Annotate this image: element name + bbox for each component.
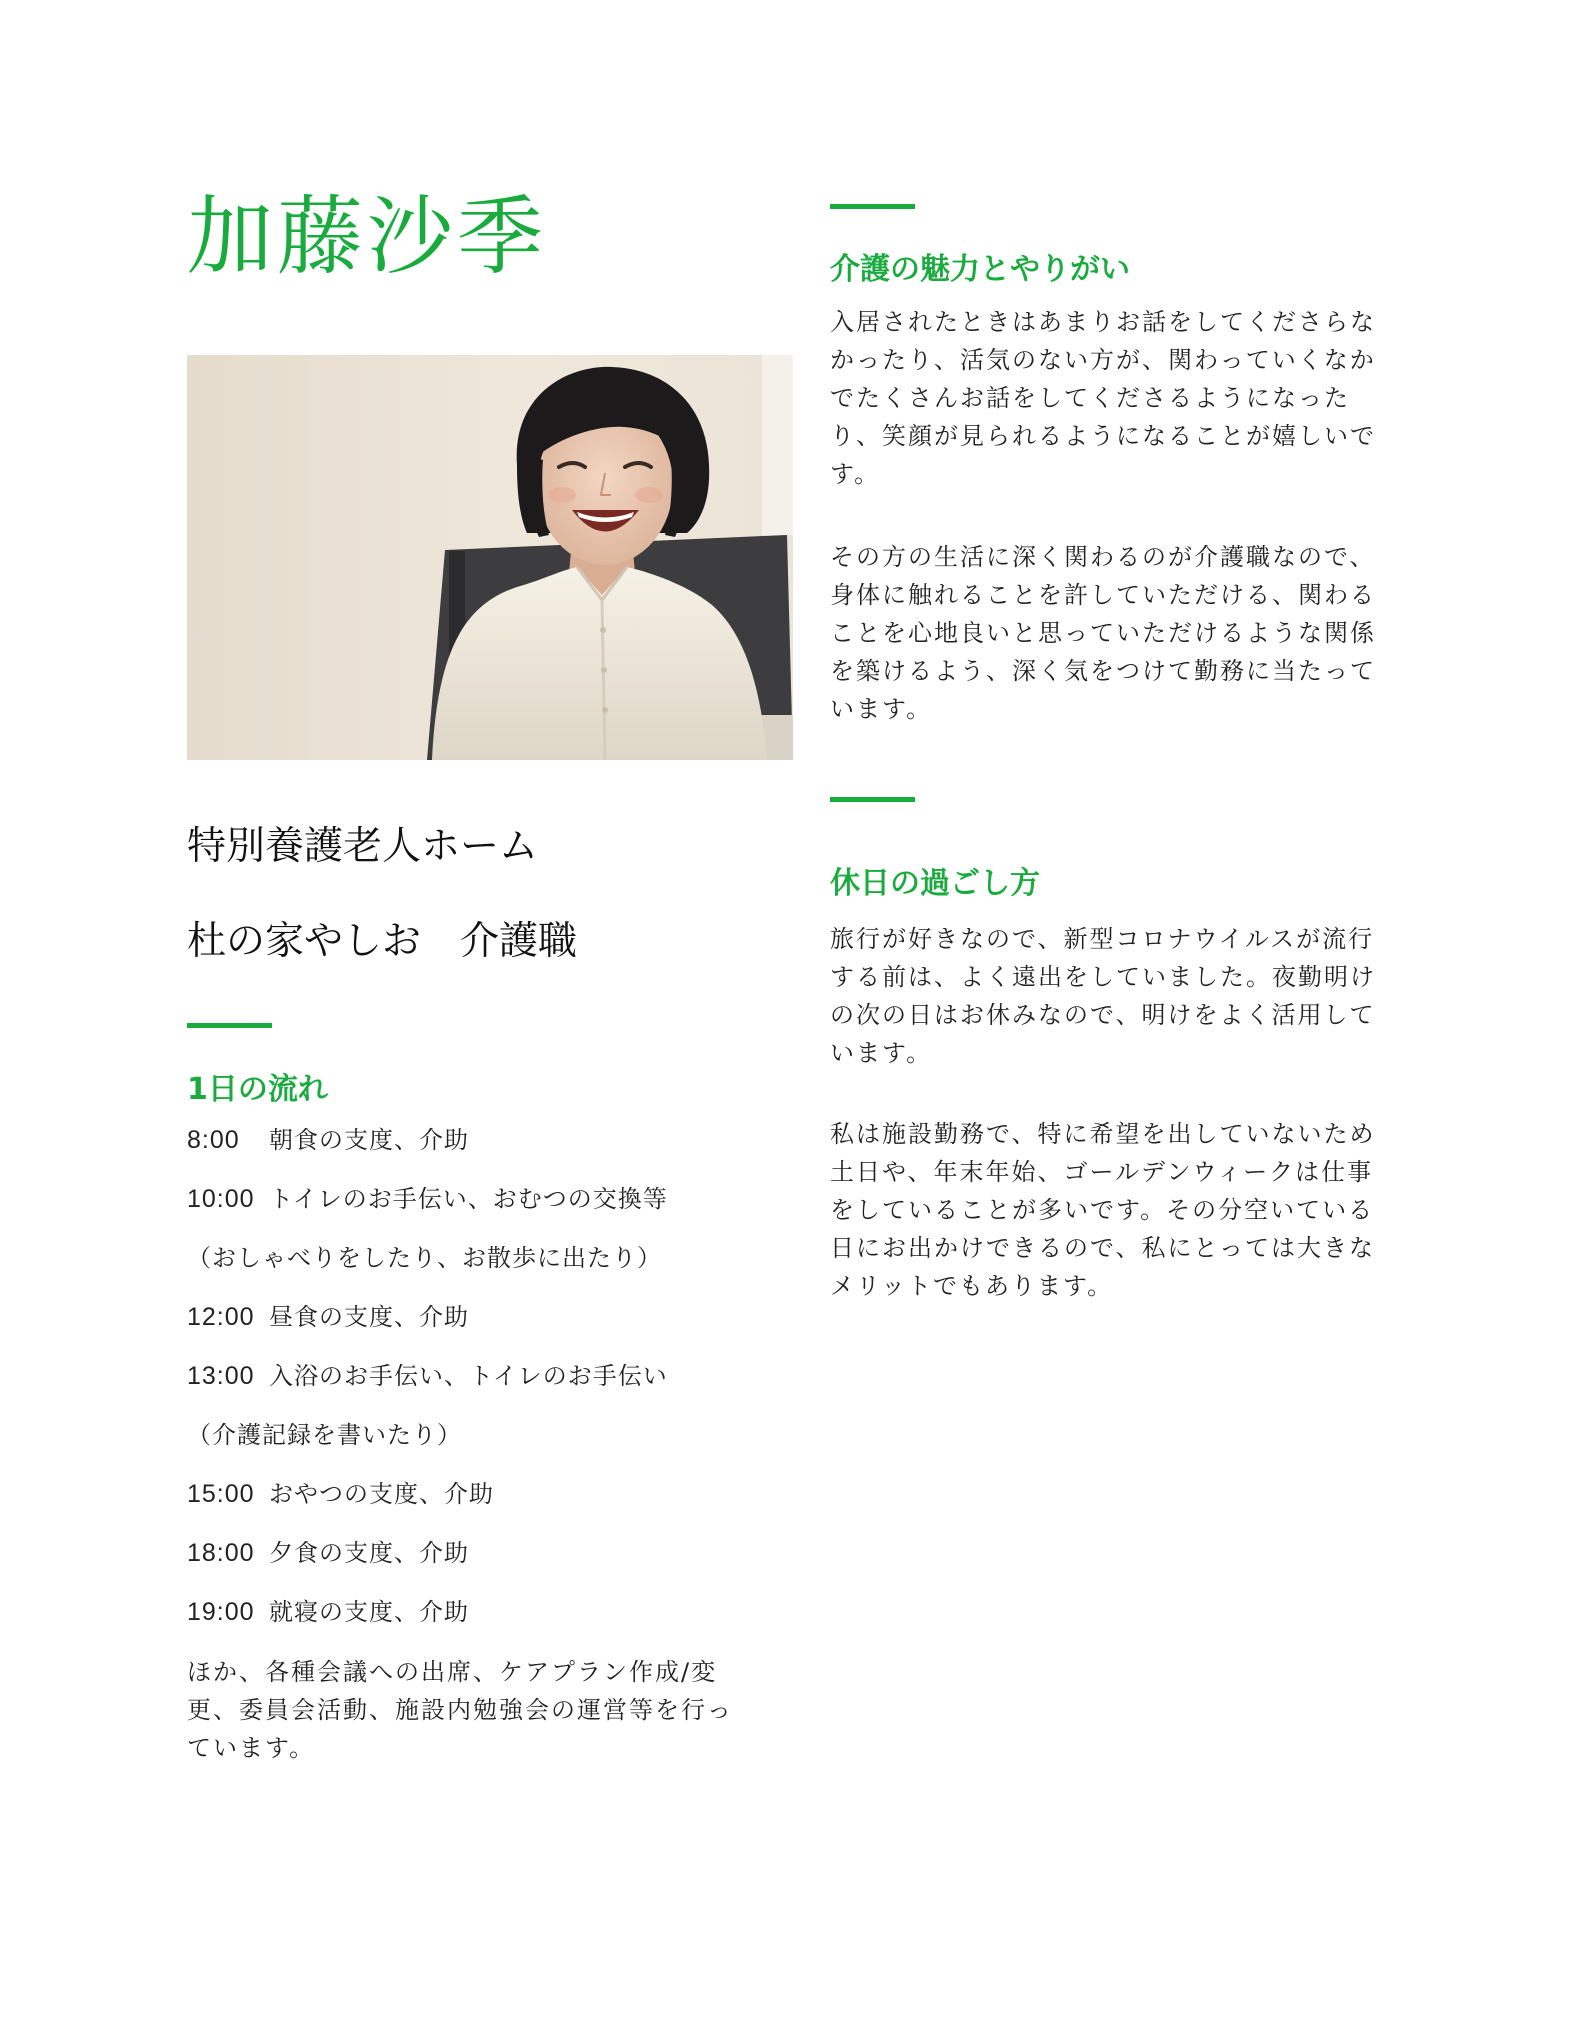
person-name: 加藤沙季 [187, 187, 547, 287]
schedule-text: 昼食の支度、介助 [269, 1303, 469, 1331]
schedule-text: 就寝の支度、介助 [269, 1598, 469, 1626]
schedule-time: 18:00 [187, 1539, 255, 1567]
portrait-photo [187, 355, 793, 760]
schedule-note: ほか、各種会議への出席、ケアプラン作成/変更、委員会活動、施設内勉強会の運営等を行っています。 [187, 1658, 733, 1762]
holiday-paragraph-1: 旅行が好きなので、新型コロナウイルスが流行する前は、よく遠出をしていました。夜勤明けの次の日はお休みなので、明けをよく活用しています。 [830, 925, 1376, 1067]
schedule-item [187, 1181, 777, 1240]
schedule-time: 12:00 [187, 1303, 255, 1331]
workplace-facility: 特別養護老人ホーム [187, 824, 539, 869]
holiday-divider [830, 797, 915, 802]
appeal-paragraph-1: 入居されたときはあまりお話をしてくださらなかったり、活気のない方が、関わっていくなかでたくさんお話をしてくださるようになったり、笑顔が見られるようになることが嬉しいです。 [830, 308, 1376, 488]
schedule-divider [187, 1023, 272, 1028]
schedule-item [187, 1122, 777, 1181]
schedule-text: （おしゃべりをしたり、お散歩に出たり） [187, 1244, 662, 1272]
schedule-text: 朝食の支度、介助 [269, 1126, 469, 1154]
schedule-item [187, 1240, 777, 1299]
appeal-divider [830, 204, 915, 209]
schedule-text: （介護記録を書いたり） [187, 1421, 462, 1449]
schedule-item [187, 1535, 777, 1594]
schedule-time: 8:00 [187, 1126, 240, 1154]
daily-schedule-list [187, 1122, 777, 1653]
schedule-item [187, 1417, 777, 1476]
holiday-paragraph-2: 私は施設勤務で、特に希望を出していないため土日や、年末年始、ゴールデンウィークは仕事をしていることが多いです。その分空いている日にお出かけできるので、私にとっては大きなメリットでもあります。 [830, 1120, 1376, 1300]
schedule-time: 13:00 [187, 1362, 255, 1390]
schedule-title: 1日の流れ [187, 1072, 328, 1107]
holiday-title: 休日の過ごし方 [830, 866, 1040, 901]
appeal-title: 介護の魅力とやりがい [830, 252, 1130, 287]
workplace-role: 杜の家やしお 介護職 [187, 919, 578, 964]
schedule-item [187, 1476, 777, 1535]
schedule-item [187, 1299, 777, 1358]
schedule-item [187, 1358, 777, 1417]
schedule-text: 入浴のお手伝い、トイレのお手伝い [269, 1362, 668, 1390]
schedule-text: 夕食の支度、介助 [269, 1539, 469, 1567]
schedule-time: 15:00 [187, 1480, 255, 1508]
schedule-time: 19:00 [187, 1598, 255, 1626]
schedule-item [187, 1594, 777, 1653]
schedule-time: 10:00 [187, 1185, 255, 1213]
appeal-paragraph-2: その方の生活に深く関わるのが介護職なので、身体に触れることを許していただける、関わることを心地良いと思っていただけるような関係を築けるよう、深く気をつけて勤務に当たっています。 [830, 543, 1376, 723]
schedule-text: トイレのお手伝い、おむつの交換等 [269, 1185, 668, 1213]
schedule-text: おやつの支度、介助 [269, 1480, 494, 1508]
